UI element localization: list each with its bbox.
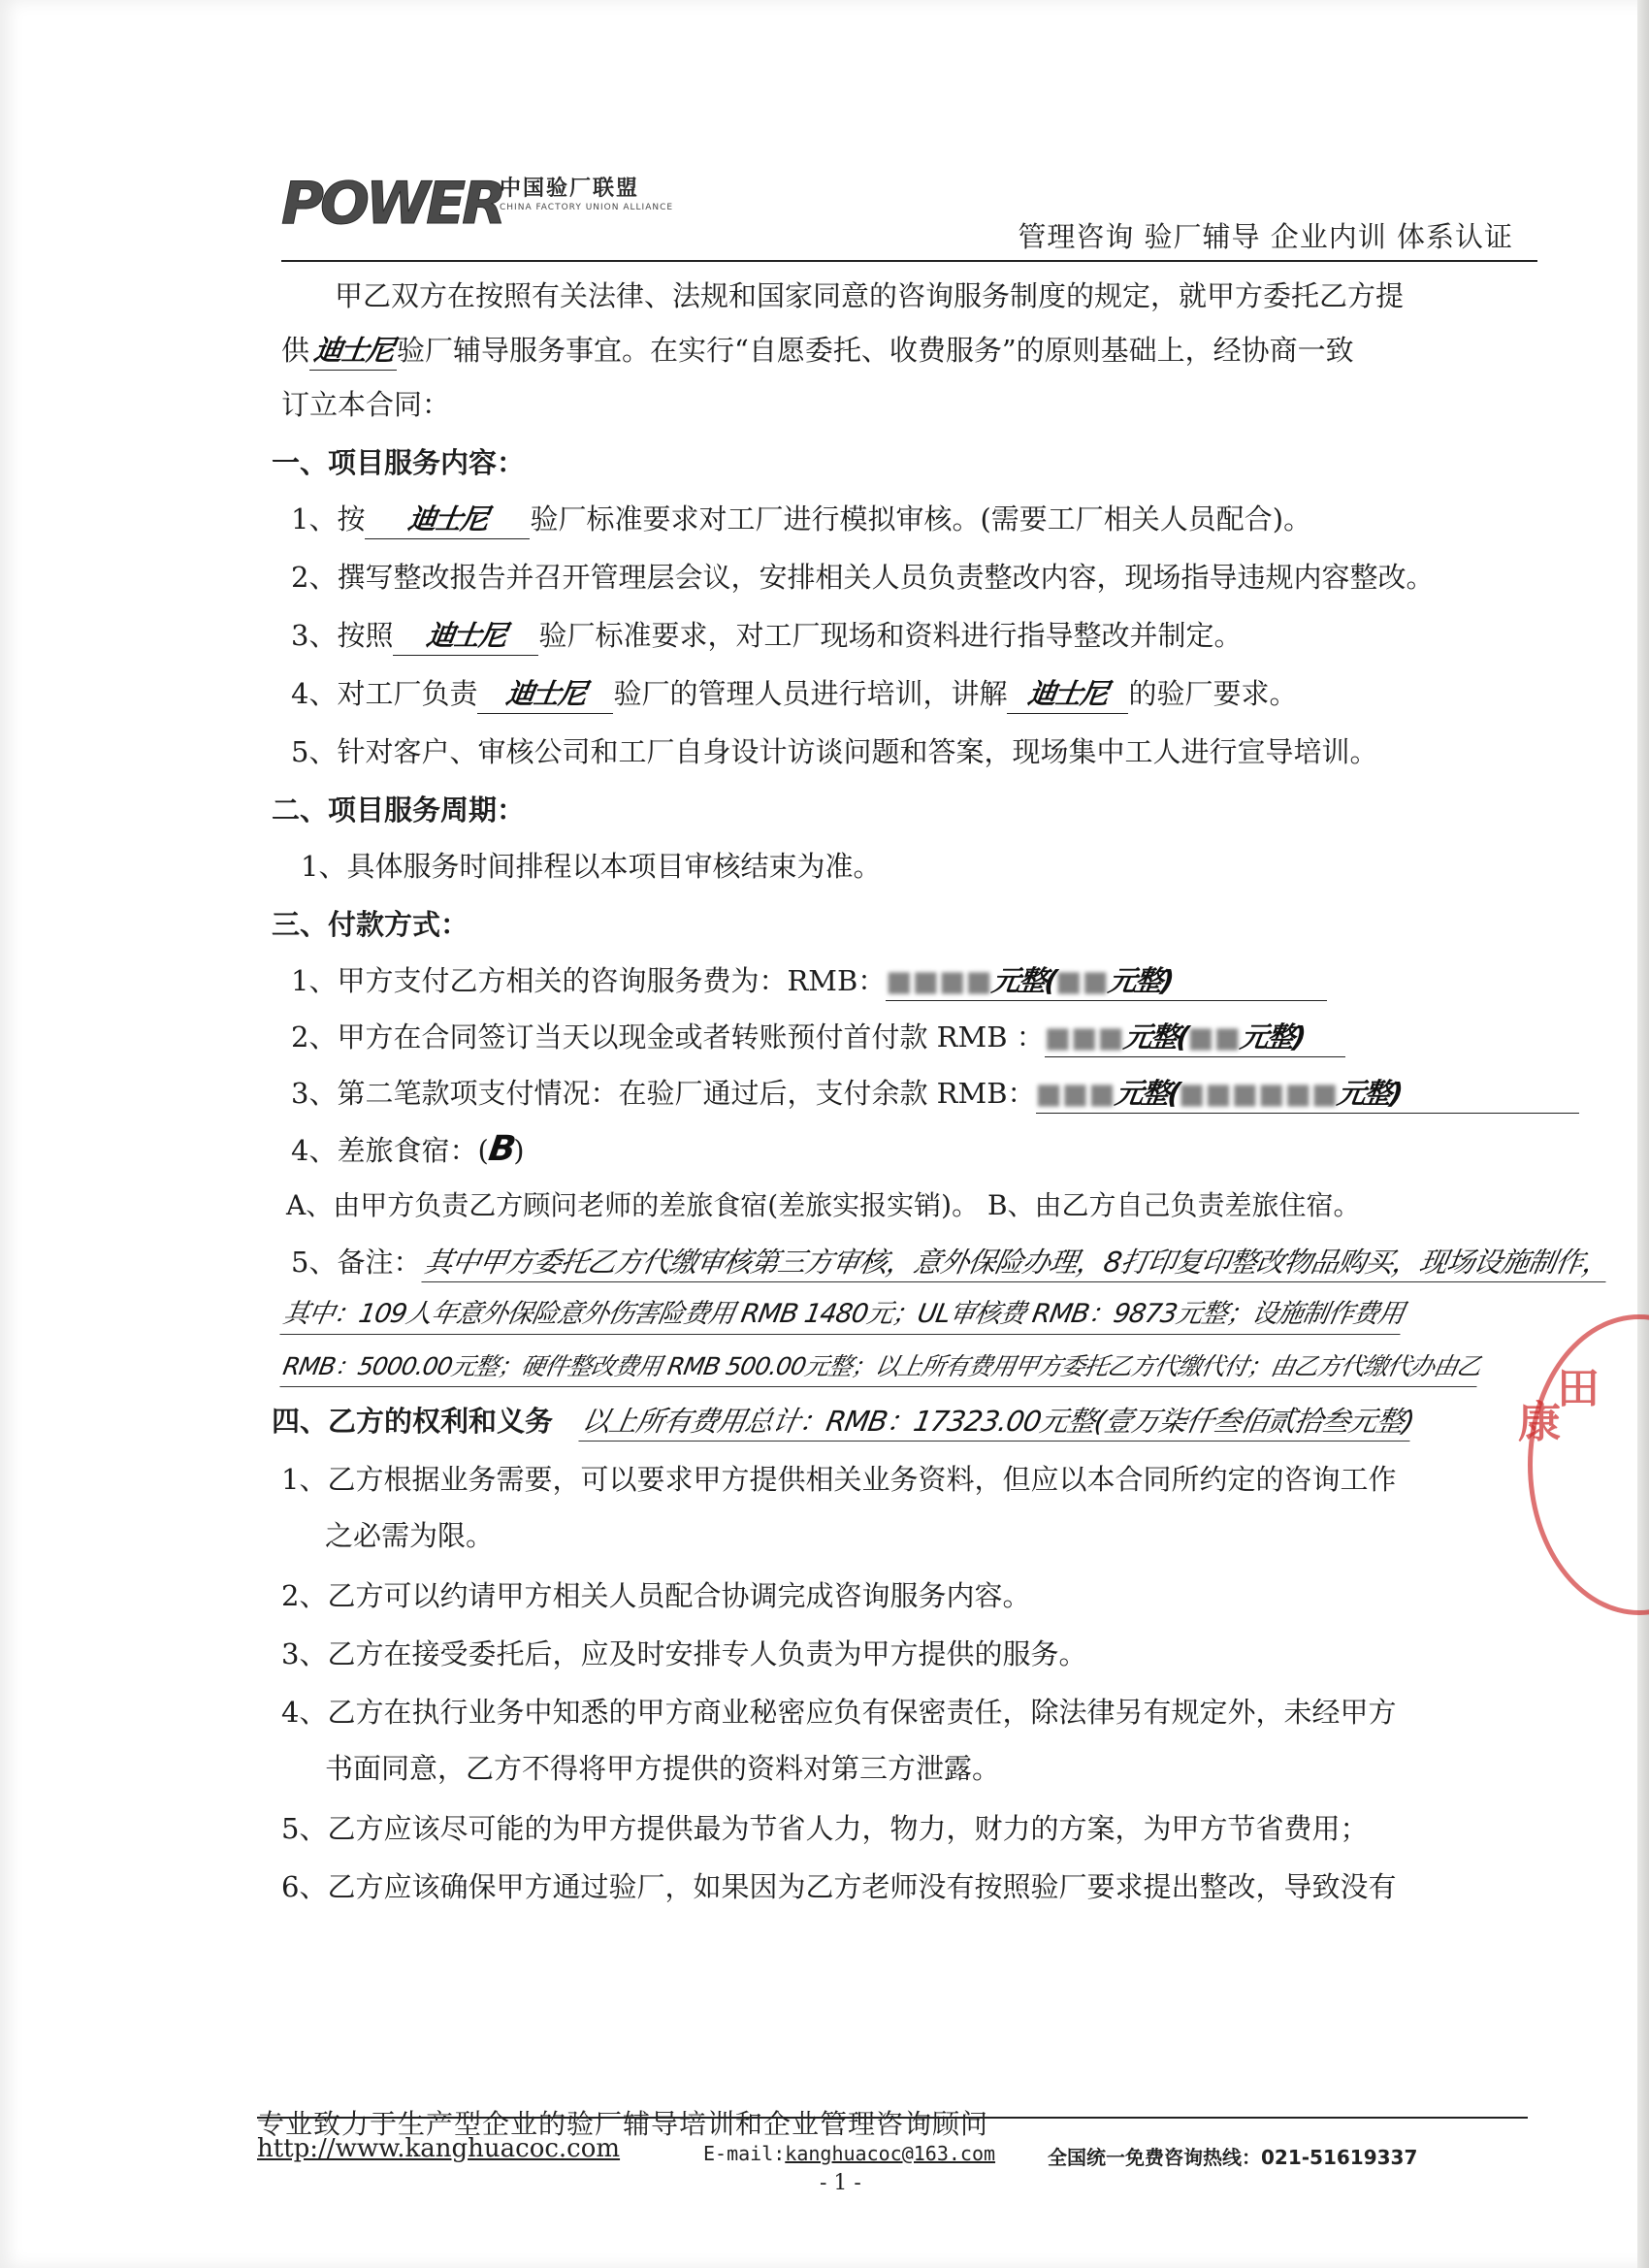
section-4-item-1-line-1: 1、乙方根据业务需要，可以要求甲方提供相关业务资料，但应以本合同所约定的咨询工作 bbox=[281, 1463, 1397, 1496]
item-blank bbox=[365, 500, 530, 539]
item-blank bbox=[1007, 674, 1128, 714]
seal-char-1: 康 bbox=[1518, 1398, 1561, 1447]
handwritten-brand: 迪士尼 bbox=[1026, 677, 1110, 710]
handwritten-choice: B bbox=[485, 1129, 517, 1169]
amount-blank bbox=[886, 961, 1327, 1001]
page-number: - 1 - bbox=[820, 2171, 861, 2195]
item-prefix: 3、按照 bbox=[291, 619, 394, 652]
item-blank bbox=[393, 616, 538, 656]
intro-suffix: 验厂辅导服务事宜。在实行“自愿委托、收费服务”的原则基础上，经协商一致 bbox=[397, 334, 1354, 367]
redacted-amount: ■■■ bbox=[1044, 1021, 1124, 1053]
item-prefix: 4、对工厂负责 bbox=[291, 677, 478, 710]
section-4-item-4-line-2: 书面同意，乙方不得将甲方提供的资料对第三方泄露。 bbox=[325, 1752, 1001, 1785]
footer-hotline: 全国统一免费咨询热线：021-51619337 bbox=[1048, 2146, 1418, 2169]
payment-total bbox=[291, 961, 1327, 1001]
payment-first bbox=[291, 1018, 1345, 1057]
redacted-amount: ■■■■■■ bbox=[1178, 1077, 1339, 1110]
item-prefix: 1、甲方支付乙方相关的咨询服务费为：RMB： bbox=[291, 964, 887, 997]
redacted-amount: ■■■■ bbox=[886, 964, 992, 997]
item-prefix: 3、第二笔款项支付情况：在验厂通过后，支付余款 RMB： bbox=[291, 1077, 1036, 1110]
header-divider bbox=[281, 260, 1537, 262]
section-4-item-1-line-2: 之必需为限。 bbox=[325, 1519, 495, 1552]
remarks-line-3: RMB：5000.00元整；硬件整改费用 RMB 500.00元整；以上所有费用甲方委托乙方代缴代付；由乙方代缴代办由乙 bbox=[279, 1347, 1483, 1387]
header-tagline: 管理咨询 验厂辅导 企业内训 体系认证 bbox=[1018, 220, 1513, 253]
footer-email bbox=[703, 2142, 995, 2165]
item-prefix: 2、甲方在合同签订当天以现金或者转账预付首付款 RMB ： bbox=[291, 1021, 1045, 1053]
section-4-item-6: 6、乙方应该确保甲方通过验厂，如果因为乙方老师没有按照验厂要求提出整改，导致没有 bbox=[281, 1870, 1397, 1903]
handwritten-amount: 元整) bbox=[1336, 1077, 1405, 1110]
section-4-item-4-line-1: 4、乙方在执行业务中知悉的甲方商业秘密应负有保密责任，除法律另有规定外，未经甲方 bbox=[281, 1696, 1397, 1729]
item-middle: 验厂的管理人员进行培训，讲解 bbox=[613, 677, 1008, 710]
item-suffix: ) bbox=[513, 1134, 525, 1167]
handwritten-brand: 迪士尼 bbox=[311, 334, 395, 367]
section-4-item-5: 5、乙方应该尽可能的为甲方提供最为节省人力，物力，财力的方案，为甲方节省费用； bbox=[281, 1812, 1369, 1845]
item-blank bbox=[477, 674, 613, 714]
travel-expenses bbox=[291, 1130, 525, 1170]
section-1-item-5: 5、针对客户、审核公司和工厂自身设计访谈问题和答案，现场集中工人进行宣导培训。 bbox=[291, 735, 1378, 768]
amount-blank bbox=[1045, 1018, 1345, 1057]
item-suffix: 验厂标准要求，对工厂现场和资料进行指导整改并制定。 bbox=[538, 619, 1243, 652]
footer-divider bbox=[257, 2117, 1528, 2119]
intro-line-2 bbox=[281, 331, 1354, 371]
section-4-item-3: 3、乙方在接受委托后，应及时安排专人负责为甲方提供的服务。 bbox=[281, 1637, 1087, 1670]
section-1-item-4 bbox=[291, 674, 1297, 714]
payment-balance bbox=[291, 1074, 1579, 1114]
section-2-heading: 二、项目服务周期： bbox=[272, 794, 526, 826]
redacted-amount: ■■ bbox=[1187, 1021, 1242, 1053]
handwritten-amount: 元整( bbox=[1113, 1077, 1181, 1110]
company-logo bbox=[281, 170, 689, 238]
section-4-heading: 四、乙方的权利和义务 bbox=[272, 1405, 554, 1438]
item-suffix: 的验厂要求。 bbox=[1128, 677, 1298, 710]
handwritten-amount: 元整( bbox=[989, 964, 1058, 997]
section-1-item-1 bbox=[291, 500, 1311, 539]
travel-options: A、由甲方负责乙方顾问老师的差旅食宿(差旅实报实销)。 B、由乙方自己负责差旅住宿。 bbox=[286, 1189, 1361, 1221]
handwritten-amount: 元整) bbox=[1106, 964, 1175, 997]
footer-website-link[interactable]: http://www.kanghuacoc.com bbox=[257, 2134, 621, 2163]
intro-prefix: 供 bbox=[281, 334, 310, 367]
handwritten-brand: 迪士尼 bbox=[405, 502, 490, 535]
remarks-label: 5、备注： bbox=[291, 1246, 422, 1279]
handwritten-amount: 元整( bbox=[1121, 1021, 1190, 1053]
scan-edge bbox=[1637, 0, 1649, 2268]
intro-line-3: 订立本合同： bbox=[281, 388, 451, 421]
section-4-item-2: 2、乙方可以约请甲方相关人员配合协调完成咨询服务内容。 bbox=[281, 1579, 1031, 1612]
section-1-item-2: 2、撰写整改报告并召开管理层会议，安排相关人员负责整改内容，现场指导违规内容整改。 bbox=[291, 561, 1435, 594]
remarks-line-1: 其中甲方委托乙方代缴审核第三方审核，意外保险办理，8打印复印整改物品购买，现场设施制作， bbox=[421, 1243, 1613, 1282]
seal-char-2: 田 bbox=[1557, 1364, 1600, 1413]
section-2-item-1: 1、具体服务时间排程以本项目审核结束为准。 bbox=[301, 850, 882, 883]
footer-slogan: 专业致力于生产型企业的验厂辅导培训和企业管理咨询顾问 bbox=[257, 2108, 989, 2140]
amount-blank bbox=[1036, 1074, 1579, 1114]
section-3-heading: 三、付款方式： bbox=[272, 908, 469, 941]
handwritten-amount: 元整) bbox=[1238, 1021, 1307, 1053]
company-seal bbox=[1518, 1314, 1649, 1615]
item-prefix: 1、按 bbox=[291, 502, 366, 535]
item-suffix: 验厂标准要求对工厂进行模拟审核。(需要工厂相关人员配合)。 bbox=[530, 502, 1312, 535]
email-link[interactable]: kanghuacoc@163.com bbox=[785, 2142, 996, 2165]
item-prefix: 4、差旅食宿：( bbox=[291, 1134, 489, 1167]
logo-english-name: CHINA FACTORY UNION ALLIANCE bbox=[500, 203, 674, 212]
remarks-line-4: 以上所有费用总计：RMB：17323.00元整(壹万柒仟叁佰贰拾叁元整) bbox=[578, 1402, 1416, 1442]
logo-chinese-name: 中国验厂联盟 bbox=[500, 177, 640, 201]
email-label: E-mail: bbox=[703, 2142, 786, 2165]
intro-blank bbox=[309, 331, 397, 371]
remarks-line-2: 其中：109人年意外保险意外伤害险费用 RMB 1480元；UL审核费 RMB：9873元整；设施制作费用 bbox=[279, 1295, 1406, 1335]
redacted-amount: ■■ bbox=[1055, 964, 1109, 997]
redacted-amount: ■■■ bbox=[1035, 1077, 1116, 1110]
section-1-item-3 bbox=[291, 616, 1242, 656]
intro-line-1: 甲乙双方在按照有关法律、法规和国家同意的咨询服务制度的规定，就甲方委托乙方提 bbox=[335, 279, 1405, 312]
handwritten-brand: 迪士尼 bbox=[503, 677, 588, 710]
logo-wordmark: POWER bbox=[281, 170, 503, 238]
handwritten-brand: 迪士尼 bbox=[424, 619, 508, 652]
section-1-heading: 一、项目服务内容： bbox=[272, 446, 526, 479]
